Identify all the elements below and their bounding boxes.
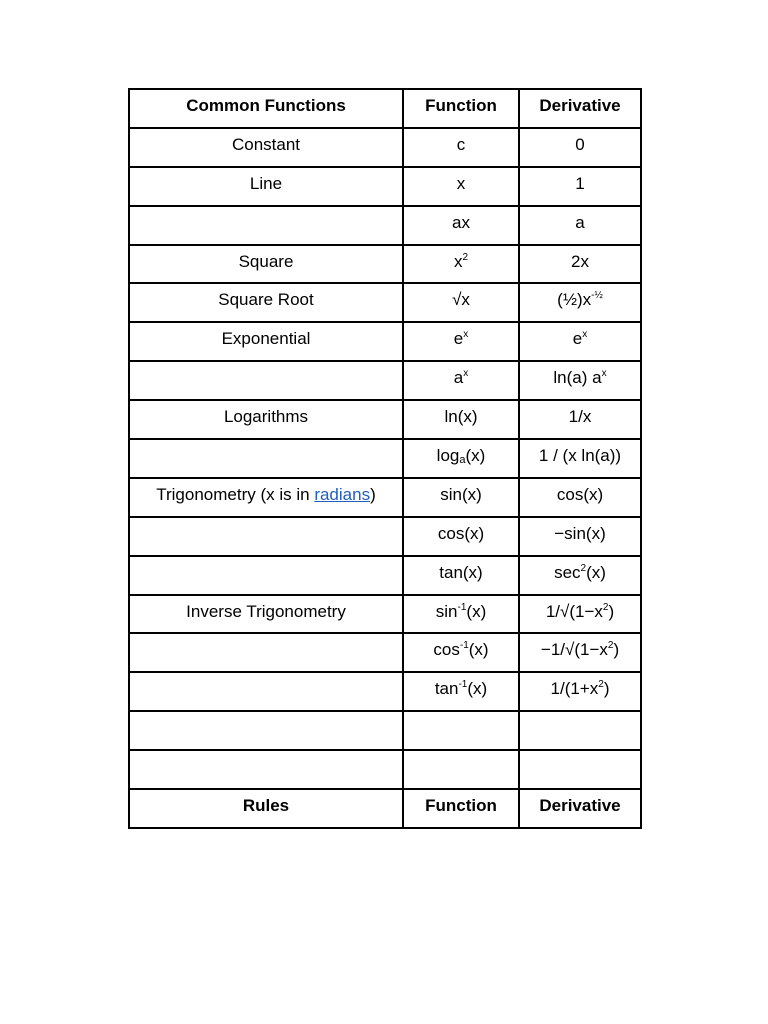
row-function: $\log_a(x)$ xyxy=(403,439,519,478)
row-name xyxy=(129,361,403,400)
table-row xyxy=(129,128,641,167)
table-row xyxy=(129,478,641,517)
empty-cell xyxy=(129,750,403,789)
table-row xyxy=(129,206,641,245)
row-function: sin(x) xyxy=(403,478,519,517)
row-name: Line xyxy=(129,167,403,206)
row-function: c xyxy=(403,128,519,167)
table-row xyxy=(129,556,641,595)
header-derivative: Derivative xyxy=(519,789,641,828)
row-function: $\sin^{-1}(x)$ xyxy=(403,595,519,634)
empty-cell xyxy=(519,750,641,789)
derivatives-table xyxy=(128,88,642,829)
empty-row xyxy=(129,750,641,789)
empty-cell xyxy=(403,750,519,789)
row-name: Inverse Trigonometry xyxy=(129,595,403,634)
row-function: $e^x$ xyxy=(403,322,519,361)
row-function: ln(x) xyxy=(403,400,519,439)
row-derivative: $e^x$ xyxy=(519,322,641,361)
empty-cell xyxy=(519,711,641,750)
header-function: Function xyxy=(403,89,519,128)
row-derivative: $(\frac{1}{2})x^{-\frac{1}{2}}$ xyxy=(519,283,641,322)
table-row xyxy=(129,400,641,439)
row-derivative: 1/x xyxy=(519,400,641,439)
row-function: $\cos^{-1}(x)$ xyxy=(403,633,519,672)
table-row xyxy=(129,517,641,556)
row-name xyxy=(129,439,403,478)
radians-link[interactable]: radians xyxy=(314,484,371,504)
row-function: tan(x) xyxy=(403,556,519,595)
table-row xyxy=(129,167,641,206)
header-function: Function xyxy=(403,789,519,828)
row-name: Logarithms xyxy=(129,400,403,439)
row-name: Exponential xyxy=(129,322,403,361)
row-function: cos(x) xyxy=(403,517,519,556)
table-row xyxy=(129,672,641,711)
row-name xyxy=(129,672,403,711)
header-rules: Rules xyxy=(129,789,403,828)
row-derivative: ln(a) $a^x$ xyxy=(519,361,641,400)
header-derivative: Derivative xyxy=(519,89,641,128)
row-derivative: $1/√(1-x^2)$ xyxy=(519,595,641,634)
row-derivative: −sin(x) xyxy=(519,517,641,556)
table-header-row xyxy=(129,89,641,128)
row-derivative: 0 xyxy=(519,128,641,167)
rules-header-row xyxy=(129,789,641,828)
table-row xyxy=(129,245,641,284)
table-row xyxy=(129,283,641,322)
table-row xyxy=(129,439,641,478)
table-row xyxy=(129,361,641,400)
row-name: Square xyxy=(129,245,403,284)
row-function: x xyxy=(403,167,519,206)
table-row xyxy=(129,322,641,361)
empty-cell xyxy=(129,711,403,750)
row-name xyxy=(129,517,403,556)
row-name: Constant xyxy=(129,128,403,167)
table-row xyxy=(129,633,641,672)
row-derivative: $1/(1+x^2)$ xyxy=(519,672,641,711)
row-name xyxy=(129,206,403,245)
row-name: Square Root xyxy=(129,283,403,322)
row-derivative: $\sec^2(x)$ xyxy=(519,556,641,595)
row-function: √x xyxy=(403,283,519,322)
empty-row xyxy=(129,711,641,750)
row-function: $x^2$ xyxy=(403,245,519,284)
row-derivative: 2x xyxy=(519,245,641,284)
row-derivative: cos(x) xyxy=(519,478,641,517)
header-common-functions: Common Functions xyxy=(129,89,403,128)
row-derivative: a xyxy=(519,206,641,245)
row-function: $\tan^{-1}(x)$ xyxy=(403,672,519,711)
row-name: Trigonometry (x is in radians) xyxy=(129,478,403,517)
row-name xyxy=(129,556,403,595)
row-derivative: $-1/√(1-x^2)$ xyxy=(519,633,641,672)
table-row xyxy=(129,595,641,634)
row-function: ax xyxy=(403,206,519,245)
row-derivative: 1 / (x ln(a)) xyxy=(519,439,641,478)
row-function: $a^x$ xyxy=(403,361,519,400)
row-name xyxy=(129,633,403,672)
empty-cell xyxy=(403,711,519,750)
row-derivative: 1 xyxy=(519,167,641,206)
